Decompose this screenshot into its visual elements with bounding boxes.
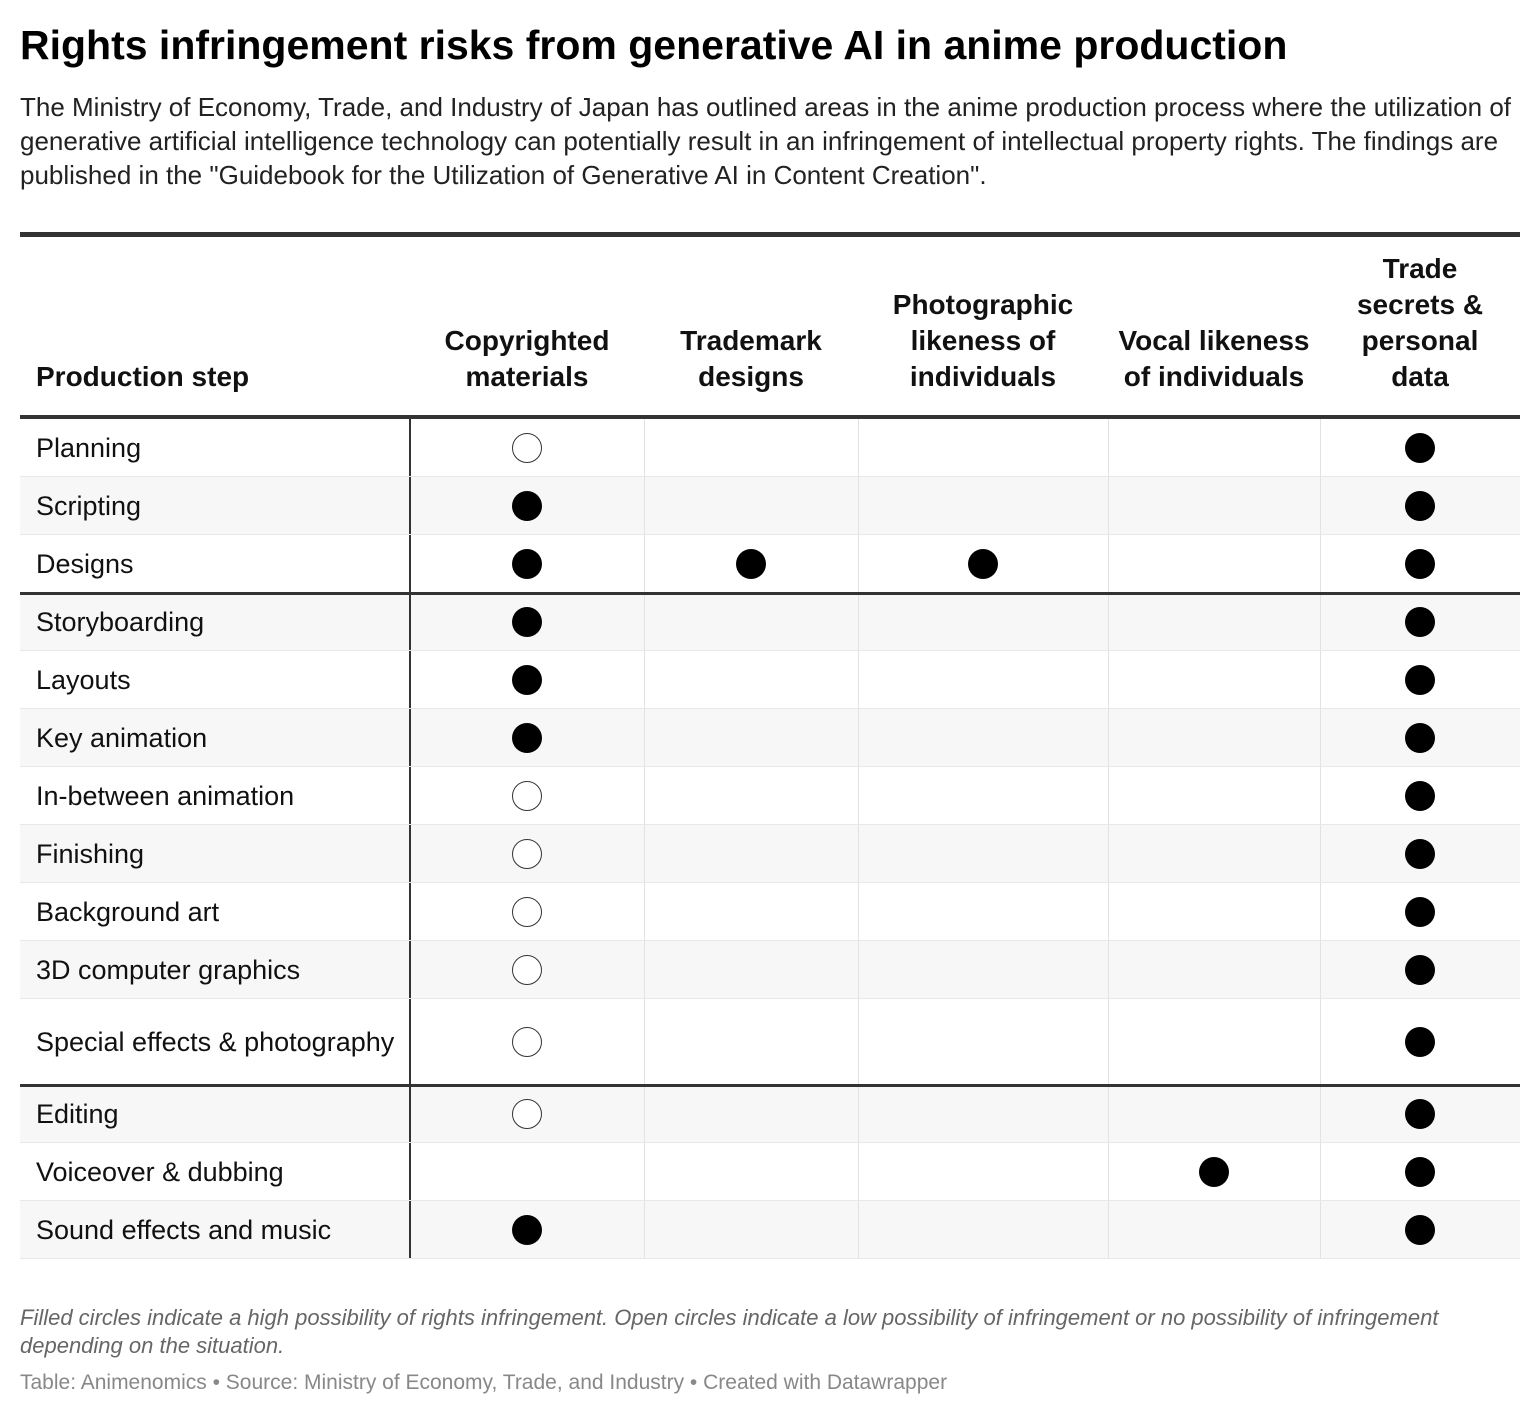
column-divider [858,477,859,535]
group-divider [20,1084,1520,1087]
open-circle-marker [512,955,542,985]
filled-circle-marker [512,607,542,637]
column-divider [644,709,645,767]
row-label: Finishing [36,839,145,869]
filled-circle-marker [1405,1099,1435,1129]
column-divider [644,767,645,825]
column-divider [644,1143,645,1201]
table-row [20,709,1520,767]
filled-circle-marker [512,665,542,695]
column-divider [1108,1201,1109,1259]
row-separator [20,1258,1520,1259]
column-divider [858,1143,859,1201]
row-label: Storyboarding [36,607,205,637]
column-divider [1320,767,1321,825]
column-divider [644,999,645,1085]
table-row [20,535,1520,593]
filled-circle-marker [1405,433,1435,463]
column-divider [1108,825,1109,883]
column-header-0: Production step [36,361,250,392]
column-divider [1108,883,1109,941]
column-divider [858,593,859,651]
row-label: Designs [36,549,134,579]
column-divider [644,883,645,941]
column-divider [1108,709,1109,767]
open-circle-marker [512,839,542,869]
table-row [20,941,1520,999]
table-row [20,825,1520,883]
row-label: In-between animation [36,781,295,811]
table-row [20,419,1520,477]
filled-circle-marker [1405,1215,1435,1245]
filled-circle-marker [512,723,542,753]
column-divider [858,1201,859,1259]
filled-circle-marker [968,549,998,579]
label-column-divider [409,593,411,651]
label-column-divider [409,767,411,825]
label-column-divider [409,709,411,767]
label-column-divider [409,883,411,941]
filled-circle-marker [1405,839,1435,869]
label-column-divider [409,825,411,883]
group-divider [20,592,1520,595]
row-label: Scripting [36,491,142,521]
table-row [20,593,1520,651]
column-divider [1320,941,1321,999]
filled-circle-marker [1405,549,1435,579]
table-row [20,1085,1520,1143]
table-row [20,477,1520,535]
filled-circle-marker [1405,723,1435,753]
row-label: Sound effects and music [36,1215,332,1245]
filled-circle-marker [1405,1027,1435,1057]
chart-subtitle: The Ministry of Economy, Trade, and Industry of Japan has outlined areas in the anime production process where the utilization of generative artificial intelligence technology can potentially result in an infringement of intellectual property rights. The findings are published in the "Guidebook for the Utilization of Generative AI in Content Creation". [20,92,1512,190]
column-divider [1320,477,1321,535]
chart-title: Rights infringement risks from generative AI in anime production [20,22,1288,68]
column-divider [858,535,859,593]
column-divider [1320,651,1321,709]
column-divider [644,651,645,709]
column-divider [644,535,645,593]
column-divider [1320,593,1321,651]
row-label: Special effects & photography [36,1027,395,1057]
column-divider [858,767,859,825]
column-divider [1108,419,1109,477]
column-divider [1320,1201,1321,1259]
table-row [20,1143,1520,1201]
row-label: Layouts [36,665,131,695]
table-row [20,1201,1520,1259]
column-header-3: Photographic likeness of individuals [892,289,1074,392]
column-divider [1320,1085,1321,1143]
filled-circle-marker [1405,955,1435,985]
column-divider [858,1085,859,1143]
column-divider [644,477,645,535]
column-divider [1108,593,1109,651]
column-divider [1108,767,1109,825]
label-column-divider [409,999,411,1085]
filled-circle-marker [512,1215,542,1245]
label-column-divider [409,419,411,477]
row-label: Voiceover & dubbing [36,1157,284,1187]
column-divider [644,941,645,999]
column-header-5: Trade secrets & personal data [1356,253,1484,392]
table-row [20,651,1520,709]
chart-note: Filled circles indicate a high possibility of rights infringement. Open circles indicate a low possibility of infringement or no possibility of infringement depending on the situation. [20,1305,1439,1358]
column-divider [1320,535,1321,593]
column-divider [1108,651,1109,709]
label-column-divider [409,651,411,709]
open-circle-marker [512,1027,542,1057]
column-divider [1320,883,1321,941]
row-label: Background art [36,897,220,927]
column-divider [1108,1085,1109,1143]
column-divider [1108,535,1109,593]
filled-circle-marker [1405,781,1435,811]
column-divider [1320,999,1321,1085]
column-divider [858,941,859,999]
open-circle-marker [512,433,542,463]
column-divider [644,825,645,883]
table-row [20,999,1520,1085]
row-label: Key animation [36,723,208,753]
open-circle-marker [512,1099,542,1129]
chart-source: Table: Animenomics • Source: Ministry of Economy, Trade, and Industry • Created with Datawrapper [20,1371,948,1394]
column-divider [858,825,859,883]
column-divider [1320,1143,1321,1201]
column-header-1: Copyrighted materials [444,325,610,392]
column-divider [644,419,645,477]
label-column-divider [409,1085,411,1143]
column-divider [644,1085,645,1143]
filled-circle-marker [1199,1157,1229,1187]
filled-circle-marker [512,549,542,579]
table-header-row [20,237,1520,415]
label-column-divider [409,535,411,593]
label-column-divider [409,1143,411,1201]
column-divider [1108,999,1109,1085]
column-divider [1108,1143,1109,1201]
column-divider [1108,477,1109,535]
filled-circle-marker [1405,1157,1435,1187]
row-label: Editing [36,1099,119,1129]
column-divider [1320,709,1321,767]
column-divider [1320,419,1321,477]
column-header-2: Trademark designs [680,325,822,392]
table-row [20,883,1520,941]
column-divider [858,651,859,709]
column-divider [1108,941,1109,999]
column-header-4: Vocal likeness of individuals [1118,325,1310,392]
label-column-divider [409,1201,411,1259]
table-row [20,767,1520,825]
column-divider [858,999,859,1085]
row-label: Planning [36,433,142,463]
filled-circle-marker [1405,607,1435,637]
column-divider [1320,825,1321,883]
filled-circle-marker [512,491,542,521]
open-circle-marker [512,897,542,927]
row-label: 3D computer graphics [36,955,301,985]
filled-circle-marker [1405,665,1435,695]
column-divider [644,593,645,651]
column-divider [858,709,859,767]
open-circle-marker [512,781,542,811]
filled-circle-marker [1405,897,1435,927]
column-divider [644,1201,645,1259]
column-divider [858,419,859,477]
filled-circle-marker [736,549,766,579]
label-column-divider [409,477,411,535]
column-divider [858,883,859,941]
filled-circle-marker [1405,491,1435,521]
label-column-divider [409,941,411,999]
